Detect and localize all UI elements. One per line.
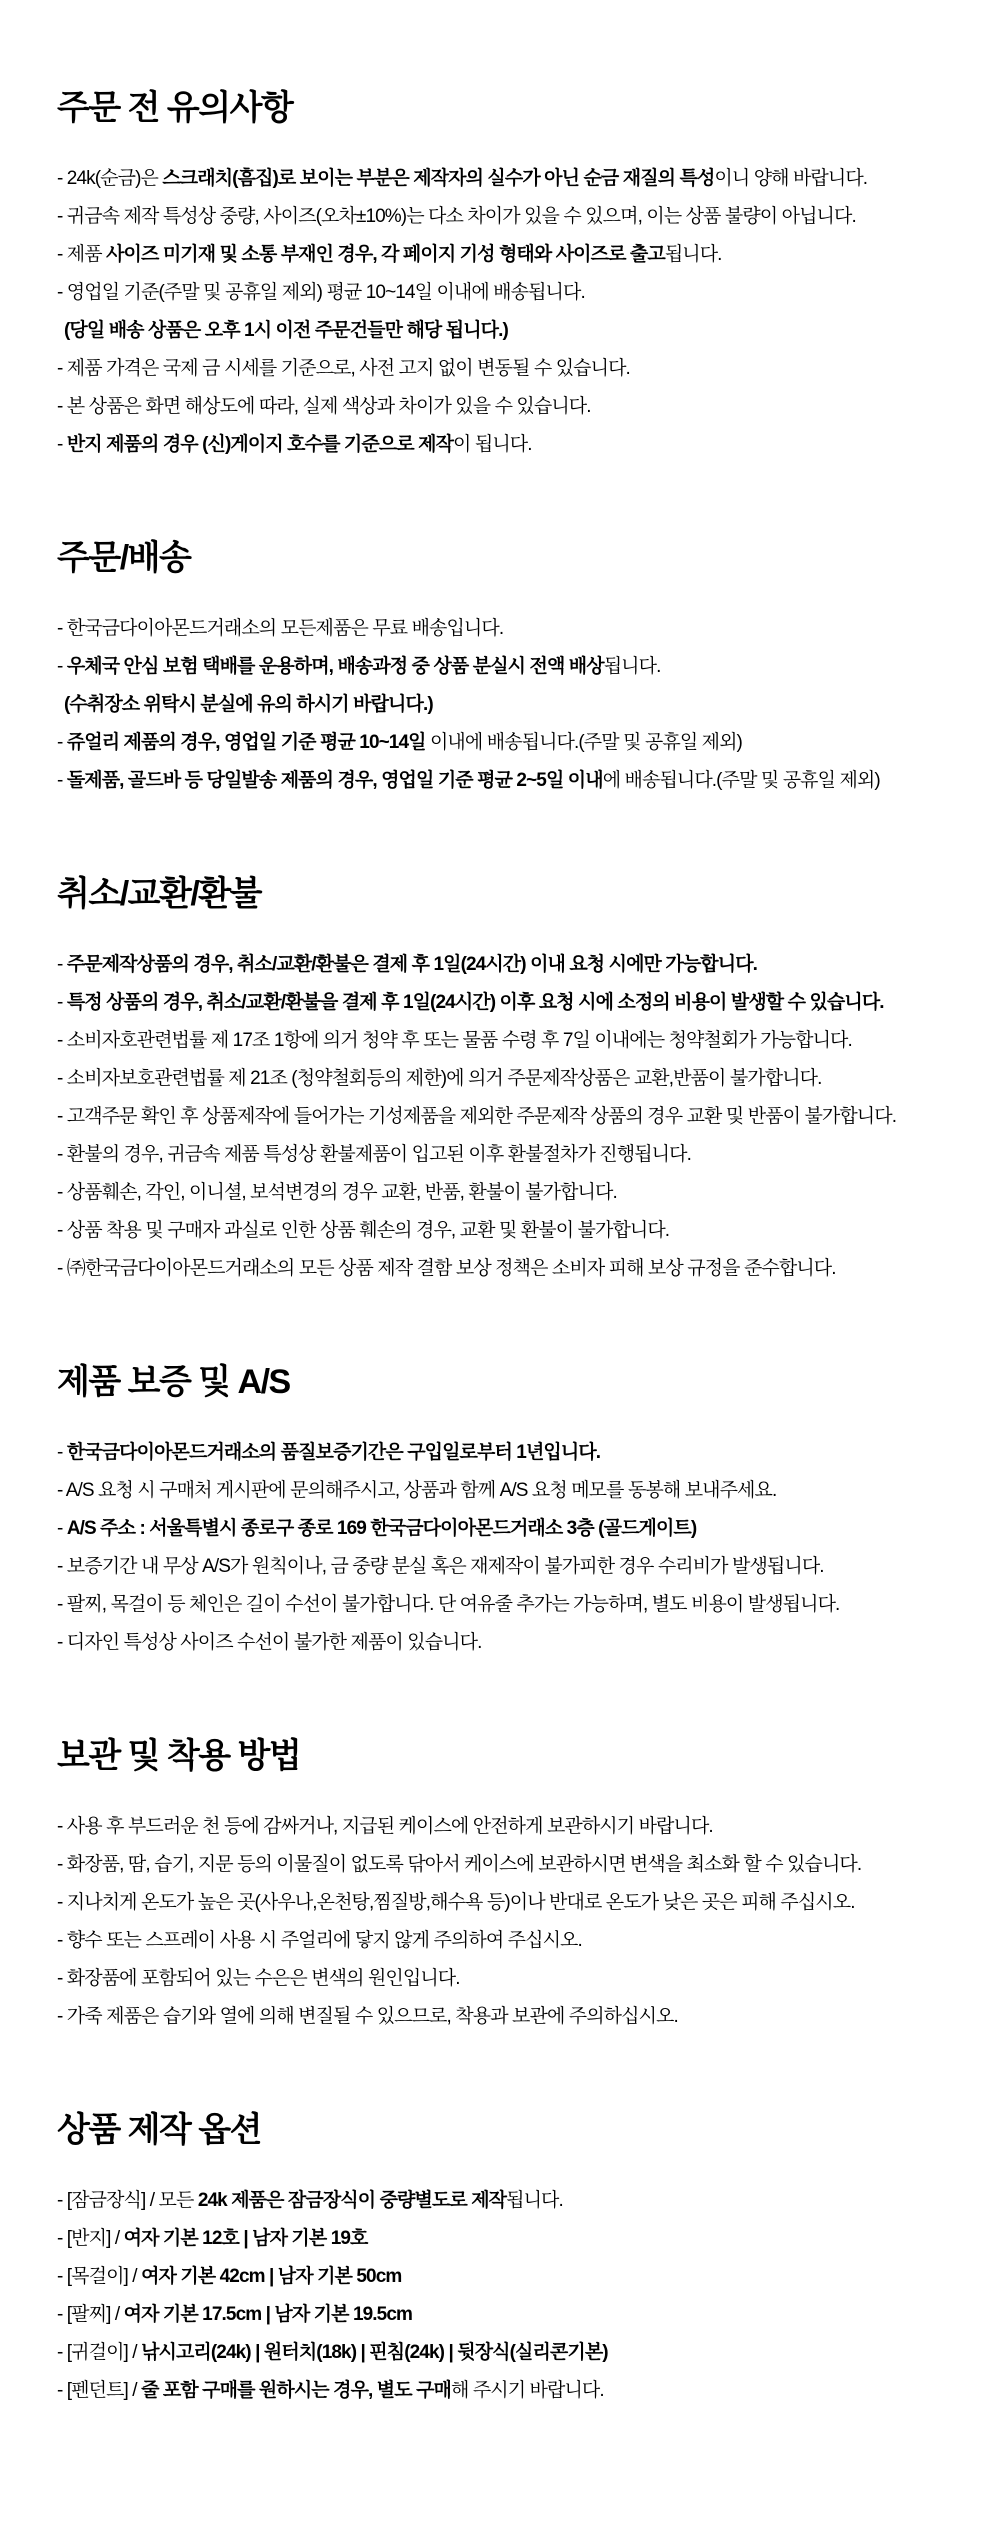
notice-line (57, 1434, 970, 1472)
body-text: - 사용 후 부드러운 천 등에 감싸거나, 지급된 케이스에 안전하게 보관하시기 바랍니다. (57, 1816, 713, 1837)
notice-line (57, 2182, 970, 2220)
notice-line (57, 1884, 970, 1922)
body-text: - 한국금다이아몬드거래소의 모든제품은 무료 배송입니다. (57, 618, 504, 639)
notice-section (57, 536, 970, 800)
section-lines (57, 946, 970, 1288)
emphasis-text: A/S 주소 : 서울특별시 종로구 종로 169 한국금다이아몬드거래소 3층 (골드게이트) (66, 1518, 697, 1539)
notice-line (57, 2258, 970, 2296)
notice-line (57, 236, 970, 274)
emphasis-text: 돌제품, 골드바 등 당일발송 제품의 경우, 영업일 기준 평균 2~5일 이내 (66, 770, 603, 791)
notice-line (57, 1136, 970, 1174)
body-text: 에 배송됩니다.(주말 및 공휴일 제외) (602, 770, 880, 791)
notice-line (57, 1998, 970, 2036)
body-text: - (57, 954, 67, 975)
section-lines (57, 2182, 970, 2410)
notice-section (57, 1734, 970, 2036)
notice-section (57, 872, 970, 1288)
notice-line (57, 350, 970, 388)
notice-line (57, 1624, 970, 1662)
section-lines (57, 160, 970, 464)
emphasis-text: 주문제작상품의 경우, 취소/교환/환불은 결제 후 1일(24시간) 이내 요청 시에만 가능합니다. (66, 954, 758, 975)
body-text: 됩니다. (506, 2190, 563, 2211)
notice-line (57, 2220, 970, 2258)
notice-line (57, 1022, 970, 1060)
body-text: - [펜던트] / (57, 2380, 142, 2401)
notice-section (57, 86, 970, 464)
notice-line (57, 2334, 970, 2372)
notice-line (57, 984, 970, 1022)
body-text: - 화장품에 포함되어 있는 수은은 변색의 원인입니다. (57, 1968, 460, 1989)
notice-line (57, 1510, 970, 1548)
notice-line (57, 610, 970, 648)
body-text: - 지나치게 온도가 높은 곳(사우나,온천탕,찜질방,해수욕 등)이나 반대로 온도가 낮은 곳은 피해 주십시오. (57, 1892, 855, 1913)
body-text: 이 됩니다. (453, 434, 532, 455)
section-lines (57, 1808, 970, 2036)
notice-line (57, 274, 970, 312)
body-text: - [잠금장식] / 모든 (57, 2190, 198, 2211)
notice-line (57, 1250, 970, 1288)
notice-line (57, 312, 970, 350)
emphasis-text: 여자 기본 42cm | 남자 기본 50cm (141, 2266, 402, 2287)
body-text: - [팔찌] / (57, 2304, 124, 2325)
section-title: 주문/배송 (57, 539, 191, 577)
emphasis-text: 스크래치(흠집)로 보이는 부분은 제작자의 실수가 아닌 순금 재질의 특성 (162, 168, 715, 189)
emphasis-text: 사이즈 미기재 및 소통 부재인 경우, 각 페이지 기성 형태와 사이즈로 출고 (106, 244, 665, 265)
notice-line (57, 1098, 970, 1136)
section-lines (57, 610, 970, 800)
body-text: - 상품훼손, 각인, 이니셜, 보석변경의 경우 교환, 반품, 환불이 불가합니다. (57, 1182, 617, 1203)
notice-line (57, 1212, 970, 1250)
notice-line (57, 686, 970, 724)
body-text: - ㈜한국금다이아몬드거래소의 모든 상품 제작 결함 보상 정책은 소비자 피해 보상 규정을 준수합니다. (57, 1258, 836, 1279)
body-text: - (57, 992, 67, 1013)
body-text: - (57, 770, 67, 791)
notice-line (57, 1174, 970, 1212)
notice-line (57, 1548, 970, 1586)
emphasis-text: 여자 기본 12호 | 남자 기본 19호 (123, 2228, 368, 2249)
body-text: - [목걸이] / (57, 2266, 142, 2287)
notice-line (57, 1586, 970, 1624)
notice-line (57, 648, 970, 686)
emphasis-text: 반지 제품의 경우 (신)게이지 호수를 기준으로 제작 (66, 434, 454, 455)
body-text: - 소비자호관련법률 제 17조 1항에 의거 청약 후 또는 물품 수령 후 7일 이내에는 청약철회가 가능합니다. (57, 1030, 852, 1051)
section-title: 주문 전 유의사항 (57, 89, 293, 127)
notice-line (57, 198, 970, 236)
body-text: 해 주시기 바랍니다. (450, 2380, 604, 2401)
body-text: - 팔찌, 목걸이 등 체인은 길이 수선이 불가합니다. 단 여유줄 추가는 가능하며, 별도 비용이 발생됩니다. (57, 1594, 840, 1615)
notice-line (57, 1960, 970, 1998)
section-title: 보관 및 착용 방법 (57, 1737, 301, 1775)
body-text: - 상품 착용 및 구매자 과실로 인한 상품 훼손의 경우, 교환 및 환불이 불가합니다. (57, 1220, 670, 1241)
notice-line (57, 426, 970, 464)
body-text: - 귀금속 제작 특성상 중량, 사이즈(오차±10%)는 다소 차이가 있을 수 있으며, 이는 상품 불량이 아닙니다. (57, 206, 856, 227)
body-text: - (57, 656, 67, 677)
body-text: - 고객주문 확인 후 상품제작에 들어가는 기성제품을 제외한 주문제작 상품의 경우 교환 및 반품이 불가합니다. (57, 1106, 897, 1127)
body-text: - 제품 (57, 244, 107, 265)
emphasis-text: 특정 상품의 경우, 취소/교환/환불을 결제 후 1일(24시간) 이후 요청 시에 소정의 비용이 발생할 수 있습니다. (66, 992, 884, 1013)
body-text: 됩니다. (603, 656, 661, 677)
body-text: - [귀걸이] / (57, 2342, 142, 2363)
section-lines (57, 1434, 970, 1662)
body-text: - 향수 또는 스프레이 사용 시 주얼리에 닿지 않게 주의하여 주십시오. (57, 1930, 582, 1951)
emphasis-text: 여자 기본 17.5cm | 남자 기본 19.5cm (123, 2304, 413, 2325)
emphasis-text: 줄 포함 구매를 원하시는 경우, 별도 구매 (141, 2380, 451, 2401)
notice-section (57, 1360, 970, 1662)
notice-line (57, 2296, 970, 2334)
body-text: - 보증기간 내 무상 A/S가 원칙이나, 금 중량 분실 혹은 재제작이 불가피한 경우 수리비가 발생됩니다. (57, 1556, 824, 1577)
notice-line (57, 762, 970, 800)
emphasis-text: (수취장소 위탁시 분실에 유의 하시기 바랍니다.) (64, 694, 433, 715)
emphasis-text: (당일 배송 상품은 오후 1시 이전 주문건들만 해당 됩니다.) (64, 320, 508, 341)
emphasis-text: 낚시고리(24k) | 원터치(18k) | 핀침(24k) | 뒷장식(실리콘기본) (141, 2342, 608, 2363)
notice-line (57, 388, 970, 426)
body-text: - 디자인 특성상 사이즈 수선이 불가한 제품이 있습니다. (57, 1632, 482, 1653)
body-text: - 본 상품은 화면 해상도에 따라, 실제 색상과 차이가 있을 수 있습니다. (57, 396, 591, 417)
body-text: - A/S 요청 시 구매처 게시판에 문의해주시고, 상품과 함께 A/S 요청 메모를 동봉해 보내주세요. (57, 1480, 777, 1501)
notice-line (57, 1808, 970, 1846)
body-text: - 화장품, 땀, 습기, 지문 등의 이물질이 없도록 닦아서 케이스에 보관하시면 변색을 최소화 할 수 있습니다. (57, 1854, 862, 1875)
section-title: 제품 보증 및 A/S (57, 1363, 290, 1401)
emphasis-text: 24k 제품은 잠금장식이 중량별도로 제작 (197, 2190, 507, 2211)
body-text: - 영업일 기준(주말 및 공휴일 제외) 평균 10~14일 이내에 배송됩니다. (57, 282, 585, 303)
body-text: - 가죽 제품은 습기와 열에 의해 변질될 수 있으므로, 착용과 보관에 주의하십시오. (57, 2006, 678, 2027)
body-text: 이니 양해 바랍니다. (714, 168, 868, 189)
body-text: - 소비자보호관련법률 제 21조 (청약철회등의 제한)에 의거 주문제작상품은 교환,반품이 불가합니다. (57, 1068, 822, 1089)
notice-line (57, 1472, 970, 1510)
notice-line (57, 724, 970, 762)
body-text: - [반지] / (57, 2228, 124, 2249)
notice-line (57, 1922, 970, 1960)
emphasis-text: 우체국 안심 보험 택배를 운용하며, 배송과정 중 상품 분실시 전액 배상 (66, 656, 604, 677)
notice-line (57, 160, 970, 198)
body-text: - (57, 434, 67, 455)
body-text: - (57, 1518, 67, 1539)
notice-line (57, 2372, 970, 2410)
notice-line (57, 1846, 970, 1884)
body-text: - 환불의 경우, 귀금속 제품 특성상 환불제품이 입고된 이후 환불절차가 진행됩니다. (57, 1144, 691, 1165)
body-text: - (57, 732, 67, 753)
body-text: 됩니다. (664, 244, 722, 265)
body-text: - 24k(순금)은 (57, 168, 163, 189)
notice-line (57, 946, 970, 984)
emphasis-text: 한국금다이아몬드거래소의 품질보증기간은 구입일로부터 1년입니다. (66, 1442, 601, 1463)
body-text: 이내에 배송됩니다.(주말 및 공휴일 제외) (425, 732, 742, 753)
body-text: - 제품 가격은 국제 금 시세를 기준으로, 사전 고지 없이 변동될 수 있습니다. (57, 358, 630, 379)
emphasis-text: 쥬얼리 제품의 경우, 영업일 기준 평균 10~14일 (66, 732, 426, 753)
notice-section (57, 2108, 970, 2410)
section-title: 취소/교환/환불 (57, 875, 261, 913)
notice-line (57, 1060, 970, 1098)
body-text: - (57, 1442, 67, 1463)
section-title: 상품 제작 옵션 (57, 2111, 261, 2149)
